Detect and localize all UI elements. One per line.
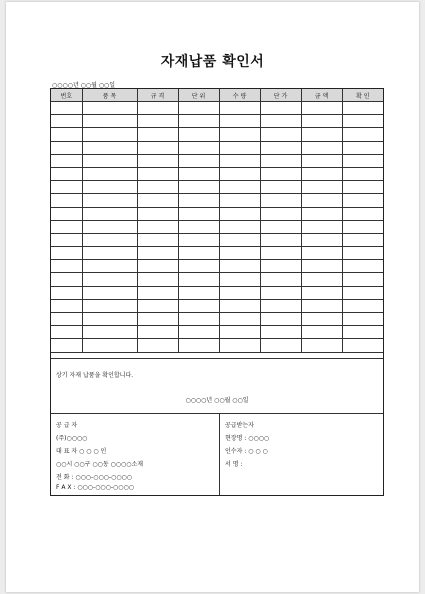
- receiver-site: 현장명 : ○○○○: [225, 435, 270, 442]
- table-cell[interactable]: [301, 128, 342, 141]
- table-cell[interactable]: [51, 339, 82, 352]
- table-cell[interactable]: [137, 299, 178, 312]
- table-row: [51, 220, 383, 233]
- header-cell-confirm: 확 인: [342, 89, 383, 102]
- table-cell[interactable]: [51, 273, 82, 286]
- table-cell[interactable]: [301, 207, 342, 220]
- table-cell[interactable]: [51, 286, 82, 299]
- table-row: [51, 115, 383, 128]
- table-cell[interactable]: [260, 286, 301, 299]
- table-cell[interactable]: [219, 313, 260, 326]
- table-cell[interactable]: [342, 194, 383, 207]
- table-cell[interactable]: [82, 102, 137, 115]
- table-cell[interactable]: [219, 128, 260, 141]
- table-cell[interactable]: [178, 154, 219, 167]
- table-cell[interactable]: [342, 326, 383, 339]
- table-cell[interactable]: [137, 181, 178, 194]
- table-cell[interactable]: [82, 339, 137, 352]
- table-cell[interactable]: [51, 167, 82, 180]
- table-cell[interactable]: [260, 260, 301, 273]
- table-cell[interactable]: [178, 233, 219, 246]
- table-cell[interactable]: [342, 128, 383, 141]
- table-row: [51, 299, 383, 312]
- table-cell[interactable]: [178, 260, 219, 273]
- table-row: [51, 167, 383, 180]
- table-cell[interactable]: [260, 247, 301, 260]
- table-cell[interactable]: [178, 220, 219, 233]
- table-cell[interactable]: [178, 207, 219, 220]
- table-row: [51, 141, 383, 154]
- table-cell[interactable]: [178, 299, 219, 312]
- header-cell-unit-price: 단 가: [260, 89, 301, 102]
- table-cell[interactable]: [137, 260, 178, 273]
- table-cell[interactable]: [260, 102, 301, 115]
- table-cell[interactable]: [301, 339, 342, 352]
- document-date: ○○○○년 ○○월 ○○일: [52, 82, 116, 89]
- table-row: [51, 260, 383, 273]
- table-cell[interactable]: [260, 115, 301, 128]
- table-cell[interactable]: [137, 326, 178, 339]
- table-cell[interactable]: [301, 233, 342, 246]
- table-cell[interactable]: [342, 141, 383, 154]
- table-cell[interactable]: [178, 141, 219, 154]
- table-cell[interactable]: [301, 326, 342, 339]
- table-cell[interactable]: [219, 181, 260, 194]
- table-cell[interactable]: [219, 260, 260, 273]
- table-cell[interactable]: [219, 220, 260, 233]
- receiver-signature: 서 명 :: [225, 461, 243, 468]
- receiver-recipient: 인수자 : ○ ○ ○: [225, 448, 268, 455]
- table-cell[interactable]: [82, 194, 137, 207]
- supplier-ceo: 대 표 자 ○ ○ ○ 인: [56, 448, 107, 455]
- table-row: [51, 233, 383, 246]
- table-cell[interactable]: [82, 181, 137, 194]
- table-cell[interactable]: [137, 273, 178, 286]
- table-cell[interactable]: [82, 233, 137, 246]
- table-cell[interactable]: [219, 141, 260, 154]
- header-cell-spec: 규 격: [137, 89, 178, 102]
- table-cell[interactable]: [260, 273, 301, 286]
- table-cell[interactable]: [178, 326, 219, 339]
- table-cell[interactable]: [82, 273, 137, 286]
- table-cell[interactable]: [137, 233, 178, 246]
- table-cell[interactable]: [219, 273, 260, 286]
- table-cell[interactable]: [178, 247, 219, 260]
- header-cell-item: 품 목: [82, 89, 137, 102]
- table-cell[interactable]: [51, 141, 82, 154]
- table-body: [51, 102, 383, 353]
- header-cell-quantity: 수 량: [219, 89, 260, 102]
- table-cell[interactable]: [178, 286, 219, 299]
- table-cell[interactable]: [137, 154, 178, 167]
- table-cell[interactable]: [82, 299, 137, 312]
- table-cell[interactable]: [51, 207, 82, 220]
- table-cell[interactable]: [342, 286, 383, 299]
- table-row: [51, 194, 383, 207]
- table-cell[interactable]: [260, 299, 301, 312]
- table-cell[interactable]: [82, 313, 137, 326]
- table-cell[interactable]: [342, 167, 383, 180]
- table-cell[interactable]: [82, 167, 137, 180]
- table-cell[interactable]: [260, 233, 301, 246]
- table-cell[interactable]: [178, 181, 219, 194]
- supplier-phone: 전 화 : ○○○-○○○-○○○○: [56, 474, 133, 481]
- items-table: [51, 89, 383, 353]
- table-cell[interactable]: [51, 247, 82, 260]
- table-row: [51, 247, 383, 260]
- table-cell[interactable]: [301, 194, 342, 207]
- table-cell[interactable]: [219, 167, 260, 180]
- table-cell[interactable]: [219, 326, 260, 339]
- table-cell[interactable]: [260, 167, 301, 180]
- table-cell[interactable]: [301, 154, 342, 167]
- confirmation-section: [51, 358, 383, 413]
- table-cell[interactable]: [301, 286, 342, 299]
- table-header-row: [51, 89, 383, 102]
- table-cell[interactable]: [178, 194, 219, 207]
- table-cell[interactable]: [301, 167, 342, 180]
- table-cell[interactable]: [178, 128, 219, 141]
- table-cell[interactable]: [51, 326, 82, 339]
- table-cell[interactable]: [82, 154, 137, 167]
- table-cell[interactable]: [342, 102, 383, 115]
- table-cell[interactable]: [178, 273, 219, 286]
- table-cell[interactable]: [342, 339, 383, 352]
- table-cell[interactable]: [51, 194, 82, 207]
- table-cell[interactable]: [51, 115, 82, 128]
- table-cell[interactable]: [82, 326, 137, 339]
- table-row: [51, 313, 383, 326]
- table-cell[interactable]: [342, 233, 383, 246]
- table-cell[interactable]: [51, 181, 82, 194]
- table-cell[interactable]: [178, 339, 219, 352]
- table-cell[interactable]: [301, 313, 342, 326]
- table-row: [51, 286, 383, 299]
- table-cell[interactable]: [260, 128, 301, 141]
- table-row: [51, 339, 383, 352]
- table-cell[interactable]: [137, 220, 178, 233]
- table-cell[interactable]: [260, 326, 301, 339]
- table-cell[interactable]: [260, 141, 301, 154]
- table-cell[interactable]: [137, 339, 178, 352]
- table-row: [51, 154, 383, 167]
- table-cell[interactable]: [342, 247, 383, 260]
- table-cell[interactable]: [178, 167, 219, 180]
- table-row: [51, 273, 383, 286]
- table-row: [51, 207, 383, 220]
- header-cell-amount: 금 액: [301, 89, 342, 102]
- table-cell[interactable]: [260, 313, 301, 326]
- table-cell[interactable]: [82, 141, 137, 154]
- table-cell[interactable]: [82, 115, 137, 128]
- table-cell[interactable]: [301, 247, 342, 260]
- table-cell[interactable]: [301, 273, 342, 286]
- table-cell[interactable]: [301, 181, 342, 194]
- document-page: [6, 2, 419, 592]
- table-cell[interactable]: [342, 181, 383, 194]
- table-cell[interactable]: [178, 115, 219, 128]
- table-row: [51, 326, 383, 339]
- table-cell[interactable]: [137, 313, 178, 326]
- table-cell[interactable]: [137, 141, 178, 154]
- table-cell[interactable]: [137, 128, 178, 141]
- table-cell[interactable]: [260, 181, 301, 194]
- header-cell-unit: 단 위: [178, 89, 219, 102]
- table-cell[interactable]: [301, 115, 342, 128]
- table-cell[interactable]: [51, 220, 82, 233]
- table-cell[interactable]: [178, 102, 219, 115]
- confirmation-date: ○○○○년 ○○월 ○○일: [185, 397, 249, 404]
- table-cell[interactable]: [219, 207, 260, 220]
- supplier-heading: 공 급 자: [56, 422, 78, 429]
- form-frame: [50, 88, 384, 496]
- parties-section: [51, 413, 383, 495]
- table-cell[interactable]: [260, 154, 301, 167]
- table-cell[interactable]: [301, 102, 342, 115]
- table-row: [51, 181, 383, 194]
- table-cell[interactable]: [82, 247, 137, 260]
- table-cell[interactable]: [219, 286, 260, 299]
- table-cell[interactable]: [82, 128, 137, 141]
- confirmation-statement: 상기 자재 납품을 확인합니다.: [56, 372, 134, 379]
- table-cell[interactable]: [219, 115, 260, 128]
- table-cell[interactable]: [260, 339, 301, 352]
- table-row: [51, 128, 383, 141]
- table-cell[interactable]: [82, 260, 137, 273]
- supplier-box: [51, 414, 220, 495]
- table-cell[interactable]: [219, 299, 260, 312]
- table-cell[interactable]: [82, 220, 137, 233]
- table-cell[interactable]: [260, 194, 301, 207]
- table-cell[interactable]: [301, 260, 342, 273]
- table-cell[interactable]: [342, 313, 383, 326]
- table-cell[interactable]: [342, 115, 383, 128]
- supplier-company: (주)○○○○: [56, 435, 88, 442]
- table-cell[interactable]: [137, 102, 178, 115]
- table-cell[interactable]: [82, 286, 137, 299]
- table-cell[interactable]: [342, 207, 383, 220]
- supplier-address: ○○시 ○○구 ○○동 ○○○○소재: [56, 461, 144, 468]
- table-cell[interactable]: [137, 194, 178, 207]
- table-cell[interactable]: [342, 220, 383, 233]
- table-cell[interactable]: [137, 286, 178, 299]
- table-cell[interactable]: [301, 141, 342, 154]
- supplier-fax: F A X : ○○○-○○○-○○○○: [56, 484, 134, 491]
- table-cell[interactable]: [137, 247, 178, 260]
- table-cell[interactable]: [219, 102, 260, 115]
- table-cell[interactable]: [137, 167, 178, 180]
- table-cell[interactable]: [137, 115, 178, 128]
- table-cell[interactable]: [51, 233, 82, 246]
- table-cell[interactable]: [51, 102, 82, 115]
- table-cell[interactable]: [219, 247, 260, 260]
- table-row: [51, 102, 383, 115]
- table-cell[interactable]: [342, 154, 383, 167]
- table-cell[interactable]: [301, 220, 342, 233]
- table-cell[interactable]: [260, 220, 301, 233]
- table-cell[interactable]: [51, 313, 82, 326]
- table-cell[interactable]: [51, 299, 82, 312]
- document-title: 자재납품 확인서: [160, 54, 265, 70]
- table-cell[interactable]: [51, 154, 82, 167]
- table-cell[interactable]: [219, 339, 260, 352]
- header-cell-number: 번호: [51, 89, 82, 102]
- table-cell[interactable]: [260, 207, 301, 220]
- table-cell[interactable]: [51, 128, 82, 141]
- table-cell[interactable]: [82, 207, 137, 220]
- table-cell[interactable]: [342, 299, 383, 312]
- receiver-heading: 공급받는자: [225, 422, 254, 429]
- table-cell[interactable]: [342, 273, 383, 286]
- table-cell[interactable]: [137, 207, 178, 220]
- table-cell[interactable]: [301, 299, 342, 312]
- table-cell[interactable]: [219, 154, 260, 167]
- table-cell[interactable]: [219, 233, 260, 246]
- table-cell[interactable]: [219, 194, 260, 207]
- table-cell[interactable]: [178, 313, 219, 326]
- table-cell[interactable]: [342, 260, 383, 273]
- receiver-box: [220, 414, 383, 495]
- table-cell[interactable]: [51, 260, 82, 273]
